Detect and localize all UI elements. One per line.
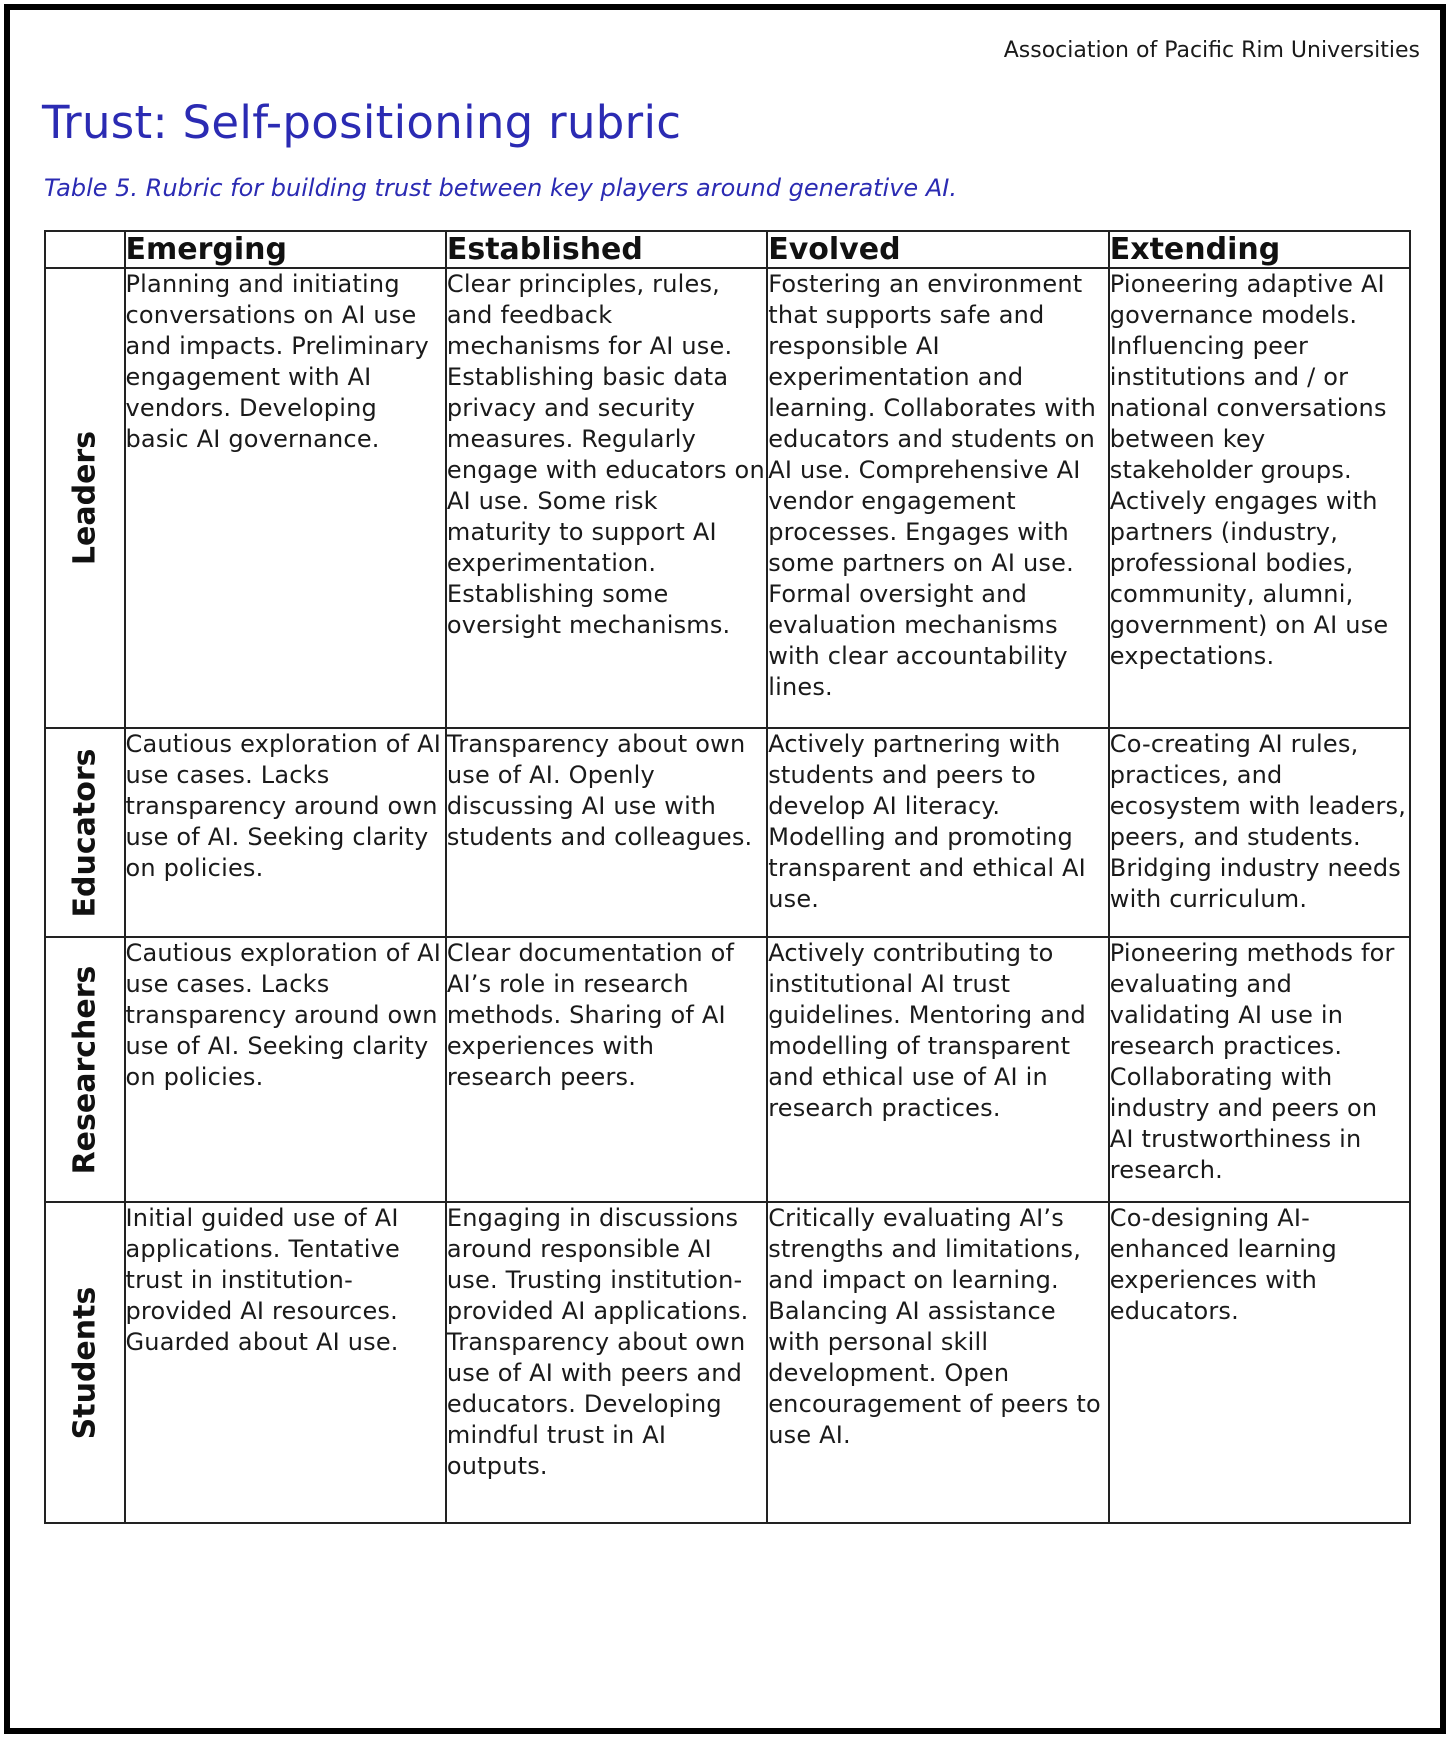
column-header-established: Established: [446, 231, 767, 268]
table-cell: Planning and initiating conversations on AI use and impacts. Preliminary engagement with AI vendors. Developing basic AI governance.: [125, 268, 446, 728]
table-cell: Critically evaluating AI’s strengths and limitations, and impact on learning. Balancing AI assistance with personal skill development. Open encouragement of peers to use AI.: [767, 1202, 1109, 1523]
table-row-researchers: [45, 937, 1410, 1202]
table-cell: Cautious exploration of AI use cases. Lacks transparency around own use of AI. Seeking clarity on policies.: [125, 937, 446, 1202]
page-title: Trust: Self-positioning rubric: [42, 96, 682, 149]
row-label: Leaders: [67, 430, 103, 566]
corner-cell: [45, 231, 125, 268]
table-row-students: [45, 1202, 1410, 1523]
table-cell: Clear principles, rules, and feedback mechanisms for AI use. Establishing basic data privacy and security measures. Regularly engage with educators on AI use. Some risk maturity to support AI experimentation. Establishing some oversight mechanisms.: [446, 268, 767, 728]
table-caption: Table 5. Rubric for building trust between key players around generative AI.: [44, 174, 957, 202]
table-cell: Actively partnering with students and peers to develop AI literacy. Modelling and promoting transparent and ethical AI use.: [767, 728, 1109, 937]
table-cell: Fostering an environment that supports safe and responsible AI experimentation and learning. Collaborates with educators and students on AI use. Comprehensive AI vendor engagement processes. Engages with some partners on AI use. Formal oversight and evaluation mechanisms with clear accountability lines.: [767, 268, 1109, 728]
row-header-researchers: [45, 937, 125, 1202]
table-cell: Co-creating AI rules, practices, and ecosystem with leaders, peers, and students. Bridging industry needs with curriculum.: [1109, 728, 1410, 937]
table-cell: Transparency about own use of AI. Openly discussing AI use with students and colleagues.: [446, 728, 767, 937]
organization-name: Association of Pacific Rim Universities: [1003, 38, 1420, 63]
row-header-students: [45, 1202, 125, 1523]
row-label: Educators: [67, 748, 103, 917]
table-cell: Pioneering methods for evaluating and validating AI use in research practices. Collaborating with industry and peers on AI trustworthiness in research.: [1109, 937, 1410, 1202]
row-header-educators: [45, 728, 125, 937]
row-header-leaders: [45, 268, 125, 728]
table-cell: Co-designing AI-enhanced learning experiences with educators.: [1109, 1202, 1410, 1523]
table-row-educators: [45, 728, 1410, 937]
column-header-extending: Extending: [1109, 231, 1410, 268]
row-label: Researchers: [67, 965, 103, 1174]
column-header-emerging: Emerging: [125, 231, 446, 268]
column-header-evolved: Evolved: [767, 231, 1109, 268]
table-cell: Clear documentation of AI’s role in research methods. Sharing of AI experiences with research peers.: [446, 937, 767, 1202]
table-cell: Engaging in discussions around responsible AI use. Trusting institution-provided AI applications. Transparency about own use of AI with peers and educators. Developing mindful trust in AI outputs.: [446, 1202, 767, 1523]
row-label: Students: [67, 1286, 103, 1439]
rubric-table: [44, 230, 1411, 1524]
table-cell: Cautious exploration of AI use cases. Lacks transparency around own use of AI. Seeking clarity on policies.: [125, 728, 446, 937]
table-cell: Pioneering adaptive AI governance models. Influencing peer institutions and / or national conversations between key stakeholder groups. Actively engages with partners (industry, professional bodies, community, alumni, government) on AI use expectations.: [1109, 268, 1410, 728]
table-row-leaders: [45, 268, 1410, 728]
header-row: [45, 231, 1410, 268]
table-cell: Actively contributing to institutional AI trust guidelines. Mentoring and modelling of transparent and ethical use of AI in research practices.: [767, 937, 1109, 1202]
table-cell: Initial guided use of AI applications. Tentative trust in institution-provided AI resources. Guarded about AI use.: [125, 1202, 446, 1523]
